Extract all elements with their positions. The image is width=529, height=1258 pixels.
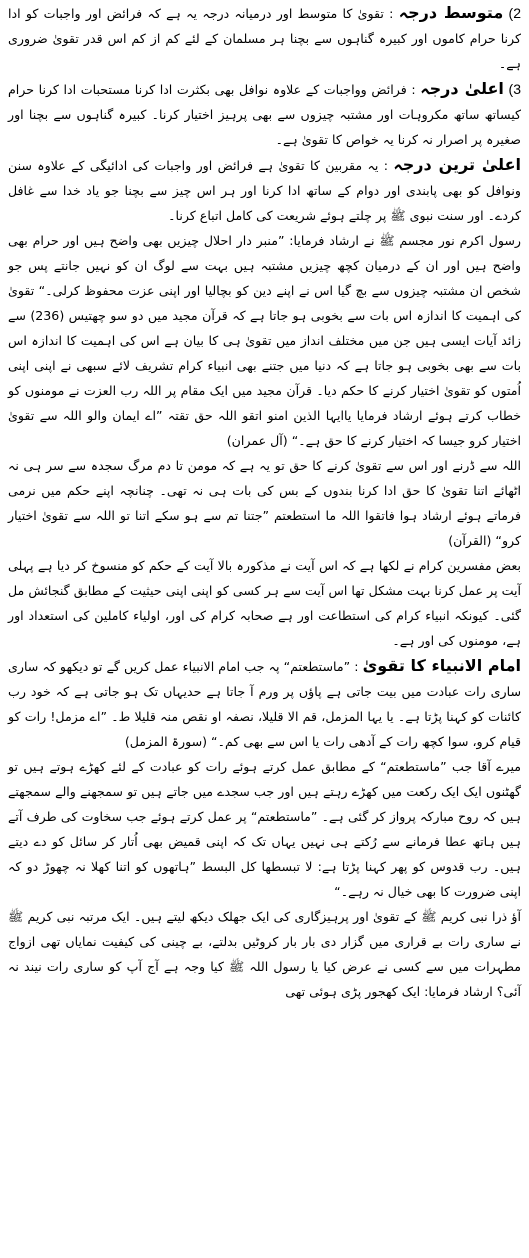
item-text: : تقویٰ کا متوسط اور درمیانہ درجہ یہ ہے کہ فرائض اور واجبات کو ادا کرنا حرام کاموں اور کبیرہ گناہوں سے بچنا ہر مسلمان کے لئے کم از کم اس قدر تقویٰ ضروری ہے۔ <box>8 6 521 71</box>
paragraph: رسول اکرم نور مجسم ﷺ نے ارشاد فرمایا: ”منبر دار احلال چیزیں بھی واضح ہیں اور حرام بھی واضح ہیں اور ان کے درمیان کچھ چیزیں مشتبہ ہیں بہت سے لوگ ان کو نہیں جانتے پس جو شخص ان مشتبہ چیزوں سے بچ گیا اس نے اپنے دین کو بچالیا اور اپنی عزت محفوظ کرلی۔“ تقویٰ کی اہمیت کا اندازہ اس بات سے بخوبی ہو جاتا ہے کہ قرآن مجید میں دو سو چھتیس (236) سے زائد آیات ایسی ہیں جن میں مختلف انداز میں تقویٰ ہی کا بیان ہے اس کی اہمیت کا اندازہ اس بات سے بھی بخوبی ہو جاتا ہے کہ دنیا میں جتنے بھی انبیاء کرام تشریف لائے سبھی نے اپنی اپنی اُمتوں کو تقویٰ اختیار کرنے کا حکم دیا۔ قرآن مجید میں ایک مقام پر اللہ رب العزت نے مومنوں کو خطاب کرتے ہوئے ارشاد فرمایا یاایہا الذین امنو اتقو اللہ حق تقتہ ”اے ایمان والو اللہ سے تقویٰ اختیار کرو جیسا کہ اختیار کرنے کا حق ہے۔“ (آل عمران) <box>8 233 522 448</box>
paragraph: اللہ سے ڈرنے اور اس سے تقویٰ کرنے کا حق تو یہ ہے کہ مومن تا دم مرگ سجدہ سے سر ہی نہ اٹھائے اتنا تقویٰ کا حق ادا کرنا بندوں کے بس کی بات ہی نہ تھی۔ چنانچہ اپنے حکم میں نرمی فرماتے ہوئے ارشاد ہوا فاتقوا اللہ ما استطعتم ”جتنا تم سے ہو سکے اتنا تو اللہ سے تقویٰ اختیار کرو“ (القرآن) <box>8 458 521 548</box>
paragraph: میرے آقا جب ”ماستطعتم“ کے مطابق عمل کرتے ہوئے رات کو عبادت کے لئے کھڑے ہوتے ہیں تو گھٹنوں ایک ایک رکعت میں کھڑے رہتے ہیں اور جب سجدے میں جاتے ہیں تو سمجھنے والے سمجھتے ہیں کہ روح مبارکہ پرواز کر گئی ہے۔ ”ماستطعتم“ پر عمل کرتے ہوئے جب سخاوت کی طرف آتے ہیں ہاتھ عطا فرمانے سے رُکتے ہی نہیں یہاں تک کہ اپنی قمیض بھی اُتار کر سائل کو دے دیتے ہیں۔ رب قدوس کو پھر کہنا پڑتا ہے: لا تبسطھا کل البسط ”ہاتھوں کو اتنا کھلا نہ چھوڑ دو کہ اپنی ضرورت کا بھی خیال نہ رہے۔“ <box>8 759 521 899</box>
section-imam-ul-anbiya <box>8 653 521 754</box>
item-highest-level <box>8 152 521 228</box>
paragraph: بعض مفسرین کرام نے لکھا ہے کہ اس آیت نے مذکورہ بالا آیت کے حکم کو منسوخ کر دیا ہے پہلی آیت پر عمل کرنا بہت مشکل تھا اس آیت سے ہر کسی کو اپنی اپنی حیثیت کے مطابق گنجائش مل گئی۔ کیونکہ انبیاء کرام کی استطاعت اور ہے صحابہ کرام کی اور، اولیاء کاملین کی استعداد اور ہے، مومنوں کی اور ہے۔ <box>8 558 521 648</box>
item-heading: متوسط درجہ <box>398 3 504 22</box>
item-heading: اعلیٰ درجہ <box>420 79 504 98</box>
item-number: 3) <box>508 81 521 97</box>
item-high-level <box>8 76 521 152</box>
item-heading: اعلیٰ ترین درجہ <box>393 155 521 174</box>
item-text: : فرائض وواجبات کے علاوہ نوافل بھی بکثرت ادا کرنا مستحبات ادا کرنا حرام کیساتھ ساتھ مکروہات اور مشتبہ چیزوں سے بھی پرہیز اختیار کرنا۔ کبیرہ گناہوں سے بچنا اور صغیرہ پر اصرار نہ کرنا یہ خواص کا تقویٰ ہے۔ <box>8 82 521 147</box>
section-heading: امام الانبیاء کا تقویٰ <box>362 656 521 675</box>
item-text: : یہ مقربین کا تقویٰ ہے فرائض اور واجبات کی ادائیگی کے علاوہ سنن ونوافل کو بھی پابندی اور دوام کے ساتھ ادا کرنا اور ہر اس چیز سے بچنا جو یاد خدا سے غافل کردے۔ اور سنت نبوی ﷺ پر چلتے ہوئے شریعت کی کامل اتباع کرنا۔ <box>8 158 521 223</box>
item-medium-level <box>8 0 521 76</box>
section-text: : ”ماستطعتم“ پہ جب امام الانبیاء عمل کریں گے تو دیکھو کہ ساری ساری رات عبادت میں بیت جاتی ہے پاؤں پر ورم آ جاتا ہے حدیہاں تک ہو جاتی ہے کہ خود رب کائنات کو کہنا پڑتا ہے۔ یا یہا المزمل، قم الا قلیلا، نصفہ او نقص منہ قلیلا ط۔ ”اے مزمل! رات کو قیام کرو، سوا کچھ رات کے آدھی رات یا اس سے بھی کم۔“ (سورۃ المزمل) <box>8 659 521 749</box>
item-number: 2) <box>508 5 521 21</box>
paragraph: آؤ ذرا نبی کریم ﷺ کے تقویٰ اور پرہیزگاری کی ایک جھلک دیکھ لیتے ہیں۔ ایک مرتبہ نبی کریم ﷺ نے ساری رات بے قراری میں گزار دی بار بار کروٹیں بدلتے، بے چینی کی کیفیت نمایاں تھی ازواج مطہرات میں سے کسی نے عرض کیا یا رسول اللہ ﷺ کیا وجہ ہے آج آپ کو ساری رات نیند نہ آئی؟ ارشاد فرمایا: ایک کھجور پڑی ہوئی تھی <box>8 909 521 999</box>
